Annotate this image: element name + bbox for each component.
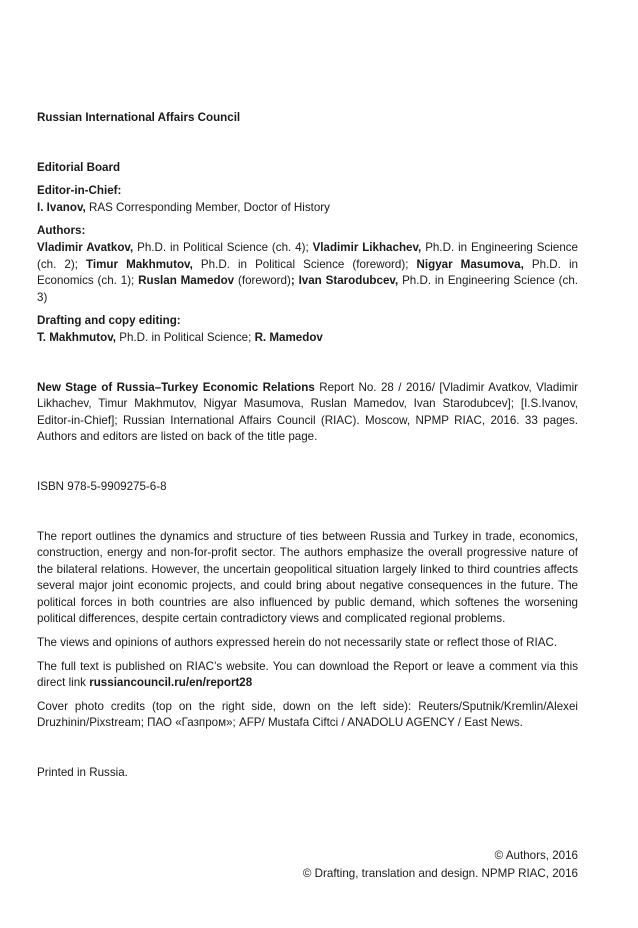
editorial-board-heading: Editorial Board: [37, 160, 121, 174]
isbn: ISBN 978-5-9909275-6-8: [37, 479, 167, 493]
authors-heading: Authors:: [37, 224, 86, 238]
author-desc: Ph.D. in Political Science (foreword);: [192, 257, 417, 271]
author-desc: (foreword): [234, 274, 291, 288]
drafting-credits: T. Makhmutov, Ph.D. in Political Science; R. Mamedov: [37, 330, 323, 344]
drafting-heading: Drafting and copy editing:: [37, 314, 181, 328]
author-name: Vladimir Avatkov,: [37, 240, 134, 254]
author-name: Vladimir Likhachev,: [312, 240, 422, 254]
copyright-authors: © Authors, 2016: [494, 849, 578, 862]
editor-in-chief-heading: Editor-in-Chief:: [37, 184, 122, 198]
author-desc: Ph.D. in Engineering Science (ch. 2);: [37, 240, 579, 271]
author-desc: Ph.D. in Economics (ch. 1);: [37, 257, 578, 288]
author-desc: Ph.D. in Political Science (ch. 4);: [133, 240, 313, 254]
author-name: Nigyar Masumova,: [416, 257, 524, 271]
editor-in-chief: I. Ivanov, RAS Corresponding Member, Doctor of History: [37, 200, 330, 214]
report-link[interactable]: russiancouncil.ru/en/report28: [89, 676, 253, 690]
org-title: Russian International Affairs Council: [37, 111, 241, 124]
imprint-page: [37, 110, 578, 782]
authors-list: [37, 240, 578, 306]
report-title: New Stage of Russia–Turkey Economic Relations: [37, 380, 315, 394]
author-name: ; Ivan Starodubcev,: [290, 274, 399, 288]
author-desc: Ph.D. in Engineering Science (ch. 3): [37, 274, 578, 304]
abstract: The report outlines the dynamics and structure of ties between Russia and Turkey in trade, economics, construction, energy and non-for-profit sector. The authors emphasize the overall progressive nature of the bilateral relations. However, the uncertain geopolitical situation largely linked to third countries affects several major joint economic projects, and could bring about negative consequences in the future. The political forces in both countries are also influenced by public demand, which softenes the worsening political differences, despite certain contradictory views and complicated regional problems.: [37, 529, 578, 626]
disclaimer: The views and opinions of authors expressed herein do not necessarily state or reflect those of RIAC.: [37, 636, 558, 650]
author-name: Ruslan Mamedov: [138, 274, 235, 288]
fulltext-note: The full text is published on RIAC’s website. You can download the Report or leave a comment via this direct link russiancouncil.ru/en/report28: [37, 659, 578, 690]
author-name: Timur Makhmutov,: [86, 257, 193, 271]
printed-in: Printed in Russia.: [37, 766, 128, 780]
copyright-block: [303, 847, 578, 882]
copyright-design: © Drafting, translation and design. NPMP RIAC, 2016: [302, 866, 578, 880]
citation: New Stage of Russia–Turkey Economic Relations Report No. 28 / 2016/ [Vladimir Avatkov, Vladimir Likhachev, Timur Makhmutov, Nigyar Masumova, Ruslan Mamedov, Ivan Starodubcev]; [I.S.Ivanov, Editor-in-Chief]; Russian International Affairs Council (RIAC). Moscow, NPMP RIAC, 2016. 33 pages. Authors and editors are listed on back of the title page.: [37, 380, 579, 444]
photo-credits: Cover photo credits (top on the right side, down on the left side): Reuters/Sputnik/Kremlin/Alexei Druzhinin/Pixstream; ПАО «Газпром»; AFP/ Mustafa Ciftci / ANADOLU AGENCY / East News.: [37, 699, 578, 730]
